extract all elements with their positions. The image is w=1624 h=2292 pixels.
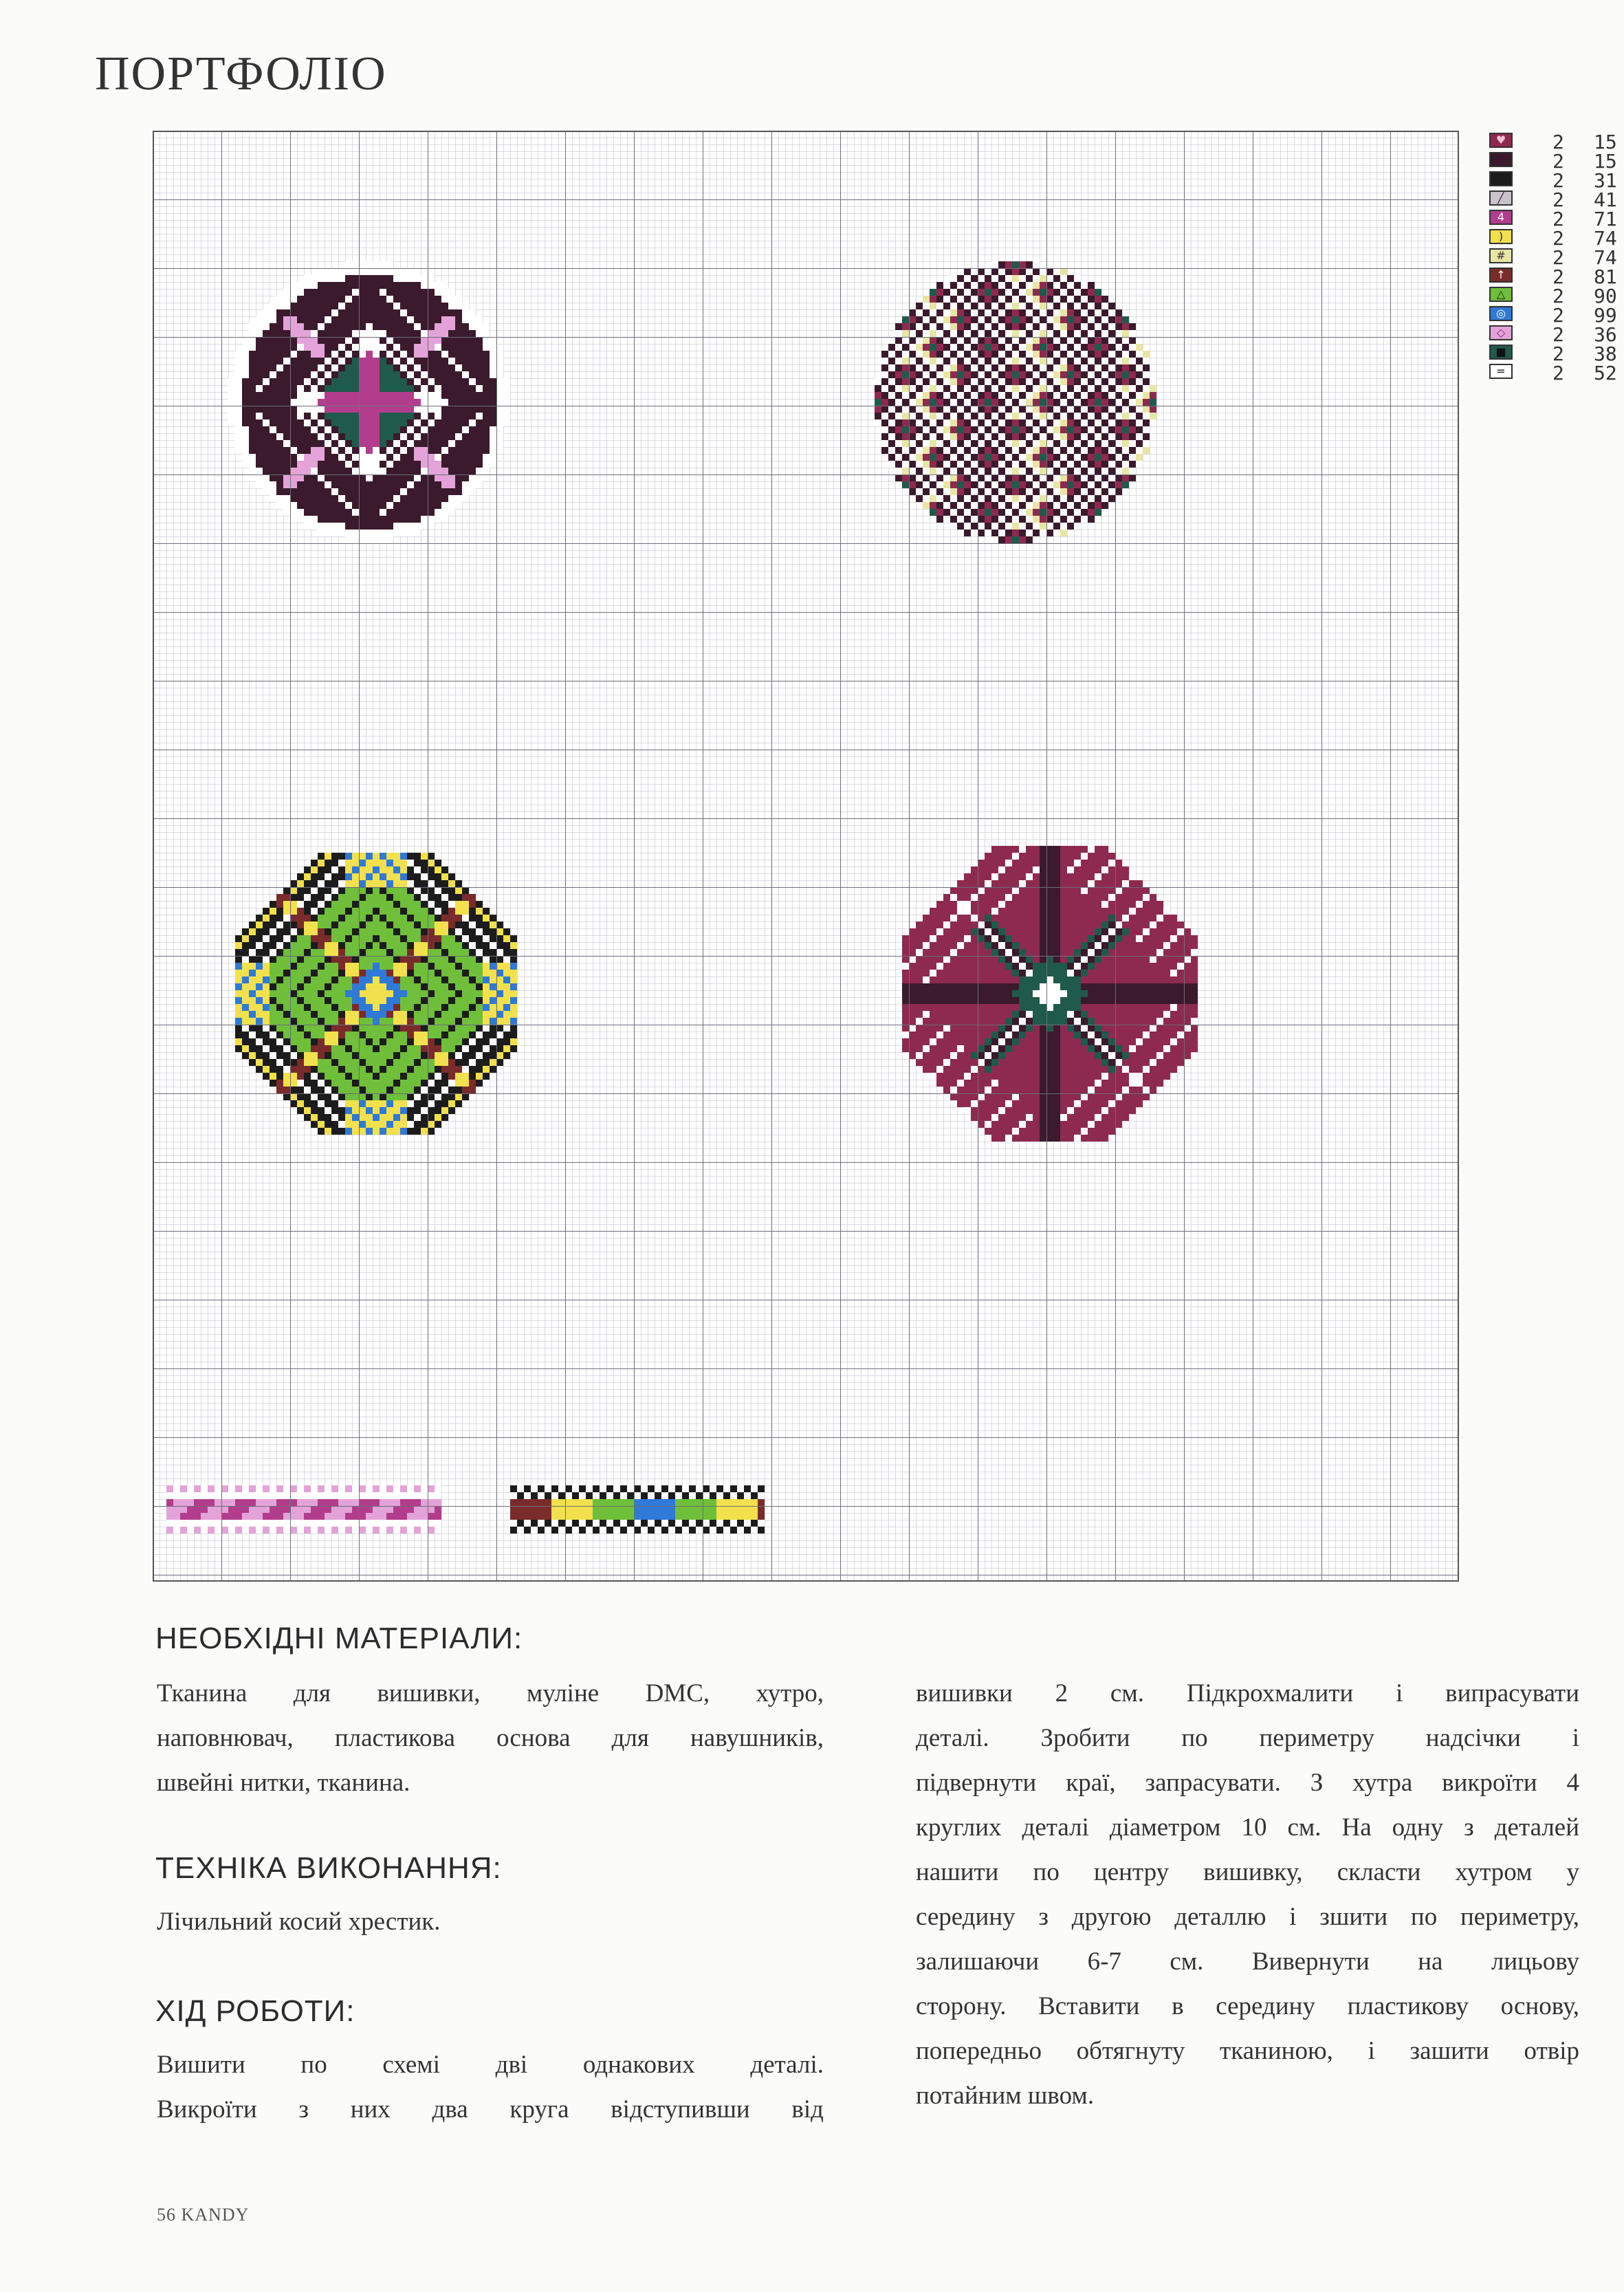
triangle-swatch-icon: △ (1489, 287, 1513, 302)
legend-code: 52 (1594, 362, 1617, 384)
legend-code: 41 (1594, 188, 1617, 211)
materials-line-3: швейні нитки, тканина. (157, 1769, 410, 1797)
legend-count: 2 (1552, 342, 1564, 365)
legend-row (1489, 265, 1624, 288)
legend-row (1489, 342, 1624, 365)
legend-row (1489, 227, 1624, 250)
legend-code: 71 (1594, 208, 1617, 230)
legend-count: 2 (1552, 246, 1564, 269)
instructions-line: вишивки 2 см. Підкрохмалити і випрасувати (916, 1679, 1579, 1707)
materials-line-2: наповнювач, пластикова основа для навушників, (157, 1724, 824, 1752)
black-fill-swatch-icon (1489, 171, 1513, 186)
legend-code: 15 (1594, 131, 1617, 153)
legend-code: 15 (1594, 150, 1617, 173)
instructions-line: круглих деталі діаметром 10 см. На одну з деталей (916, 1813, 1579, 1842)
legend-row (1489, 323, 1624, 346)
instructions-line: сторону. Вставити в середину пластикову основу, (916, 1992, 1579, 2020)
legend-row (1489, 150, 1624, 173)
legend-code: 90 (1594, 285, 1617, 307)
legend-code: 38 (1594, 342, 1617, 365)
heart-swatch-icon: ♥ (1489, 133, 1513, 148)
ring-swatch-icon: ◎ (1489, 306, 1513, 321)
legend-row (1489, 188, 1624, 211)
paren-swatch-icon: ) (1489, 229, 1513, 244)
legend-code: 31 (1594, 169, 1617, 192)
legend-code: 74 (1594, 227, 1617, 250)
cross-stitch-chart (153, 131, 1459, 1582)
arrow-swatch-icon: ↑ (1489, 268, 1513, 283)
legend-count: 2 (1552, 323, 1564, 346)
instructions-line: середину з другою деталлю і зшити по периметру, (916, 1903, 1579, 1931)
legend-count: 2 (1552, 285, 1564, 307)
legend-count: 2 (1552, 150, 1564, 173)
process-line-2: Викроїти з них два круга відступивши від (157, 2095, 824, 2124)
legend-count: 2 (1552, 169, 1564, 192)
process-heading: ХІД РОБОТИ: (155, 1994, 355, 2028)
legend-count: 2 (1552, 208, 1564, 230)
materials-heading: НЕОБХІДНІ МАТЕРІАЛИ: (155, 1622, 523, 1655)
legend-row (1489, 131, 1624, 153)
legend-row (1489, 304, 1624, 327)
instructions-line: нашити по центру вишивку, скласти хутром у (916, 1858, 1579, 1886)
dot-swatch-icon: ■ (1489, 345, 1513, 360)
instructions-line: потайним швом. (916, 2082, 1095, 2110)
legend-count: 2 (1552, 265, 1564, 288)
legend-row (1489, 362, 1624, 384)
dark-fill-swatch-icon (1489, 152, 1513, 167)
four-swatch-icon: 4 (1489, 210, 1513, 225)
hash-swatch-icon: # (1489, 248, 1513, 263)
legend-row (1489, 285, 1624, 307)
legend-count: 2 (1552, 362, 1564, 384)
legend-row (1489, 169, 1624, 192)
legend-count: 2 (1552, 131, 1564, 153)
legend-code: 81 (1594, 265, 1617, 288)
legend-count: 2 (1552, 188, 1564, 211)
process-line-1: Вишити по схемі дві однакових деталі. (157, 2051, 824, 2079)
instructions-line: підвернути краї, запрасувати. З хутра викроїти 4 (916, 1769, 1579, 1797)
legend-row (1489, 208, 1624, 230)
instructions-line: попередньо обтягнуту тканиною, і зашити отвір (916, 2037, 1579, 2065)
slash-swatch-icon: ╱ (1489, 190, 1513, 206)
color-key (1489, 131, 1624, 384)
legend-row (1489, 246, 1624, 269)
instructions-line: залишаючи 6-7 см. Вивернути на лицьову (916, 1947, 1579, 1976)
materials-line-1: Тканина для вишивки, муліне DMC, хутро, (157, 1679, 824, 1707)
page-footer: 56 KANDY (157, 2205, 250, 2225)
legend-count: 2 (1552, 227, 1564, 250)
legend-code: 74 (1594, 246, 1617, 269)
diamond-swatch-icon: ◇ (1489, 325, 1513, 340)
equals-swatch-icon: = (1489, 364, 1513, 379)
technique-heading: ТЕХНІКА ВИКОНАННЯ: (155, 1851, 502, 1885)
technique-line-1: Лічильний косий хрестик. (157, 1908, 441, 1936)
legend-code: 36 (1594, 323, 1617, 346)
legend-count: 2 (1552, 304, 1564, 327)
page-title: ПОРТФОЛІО (95, 47, 387, 100)
legend-code: 99 (1594, 304, 1617, 327)
instructions-line: деталі. Зробити по периметру надсічки і (916, 1724, 1579, 1752)
